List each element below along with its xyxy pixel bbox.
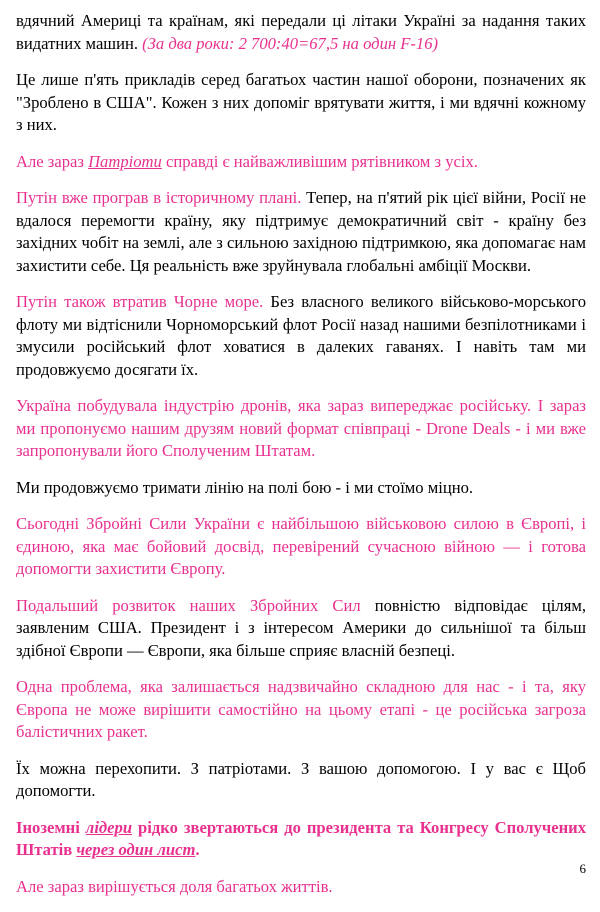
text-segment: (За два роки: 2 700:40=67,5 на один F-16)	[142, 33, 439, 53]
text-segment: рідко звертаються до президента та Конгресу Сполучених Штатів	[16, 817, 586, 859]
text-segment: лідери	[85, 817, 133, 837]
text-segment: Подальший розвиток наших Збройних Сил	[16, 595, 361, 615]
page-number: 6	[579, 861, 586, 876]
text-segment: Це лише п'ять прикладів серед багатьох частин нашої оборони, позначених як "Зроблено в США". Кожен з них допоміг врятувати життя, і ми вдячні кожному з них.	[16, 70, 586, 134]
paragraph	[16, 291, 586, 381]
paragraph	[16, 595, 586, 663]
text-segment: вдячний Америці та країнам, які передали ці літаки Україні за надання таких видатних машин.	[16, 11, 586, 53]
text-segment: Їх можна перехопити. З патріотами. З вашою допомогою. І у вас є Щоб допомогти.	[16, 758, 586, 800]
text-segment: повністю відповідає цілям, заявленим США. Президент і з інтересом Америки до сильнішої та більш здібної Європи — Європи, яка більше сприяє власній безпеці.	[16, 595, 586, 660]
text-segment: через один лист	[76, 840, 196, 859]
text-segment: Путін вже програв в історичному плані.	[16, 188, 302, 207]
text-segment: справді є найважливішим рятівником з усіх.	[161, 151, 478, 171]
text-segment: Патріоти	[88, 151, 162, 171]
paragraph	[16, 187, 586, 277]
paragraph	[16, 151, 586, 174]
paragraph	[16, 758, 586, 803]
paragraph	[16, 395, 586, 463]
text-segment: .	[195, 840, 200, 859]
text-segment: Тепер, на п'ятий рік цієї війни, Росії не вдалося перемогти країну, яку підтримує демократичний світ - країну без західних чобіт на землі, але з сильною західною підтримкою, яка допомагає нам захистити себе. Ця реальність вже зруйнувала глобальні амбіції Москви.	[16, 188, 586, 275]
paragraph	[16, 69, 586, 137]
text-segment: Ми продовжуємо тримати лінію на полі бою - і ми стоїмо міцно.	[16, 477, 474, 497]
text-segment: Але зараз	[16, 151, 89, 171]
paragraph	[16, 513, 586, 581]
paragraph	[16, 676, 586, 744]
text-segment: Україна побудувала індустрію дронів, яка зараз випереджає російську. І зараз ми пропонуємо нашим друзям новий формат співпраці - Drone Deals - і ми вже запропонували його Сполученим Штатам.	[16, 396, 586, 460]
paragraph	[16, 876, 586, 899]
text-segment: Але зараз вирішується доля багатьох життів.	[16, 876, 333, 896]
text-segment: Іноземні	[16, 817, 86, 837]
text-segment: Путін також втратив Чорне море.	[16, 292, 264, 311]
paragraph	[16, 10, 586, 55]
text-segment: Без власного великого військово-морського флоту ми відтіснили Чорноморський флот Росії назад нашими безпілотниками і змусили російський флот ховатися в далеких гаванях. І навіть там ми продовжуємо досягати їх.	[16, 292, 587, 379]
paragraph	[16, 477, 586, 500]
text-segment: Одна проблема, яка залишається надзвичайно складною для нас - і та, яку Європа не може вирішити самостійно на цьому етапі - це російська загроза балістичних ракет.	[16, 677, 586, 741]
document-page	[16, 10, 586, 912]
text-segment: Сьогодні Збройні Сили України є найбільшою військовою силою в Європі, і єдиною, яка має бойовий досвід, перевірений сучасною війною — і готова допомогти захистити Європу.	[16, 514, 586, 578]
paragraph	[16, 817, 586, 862]
